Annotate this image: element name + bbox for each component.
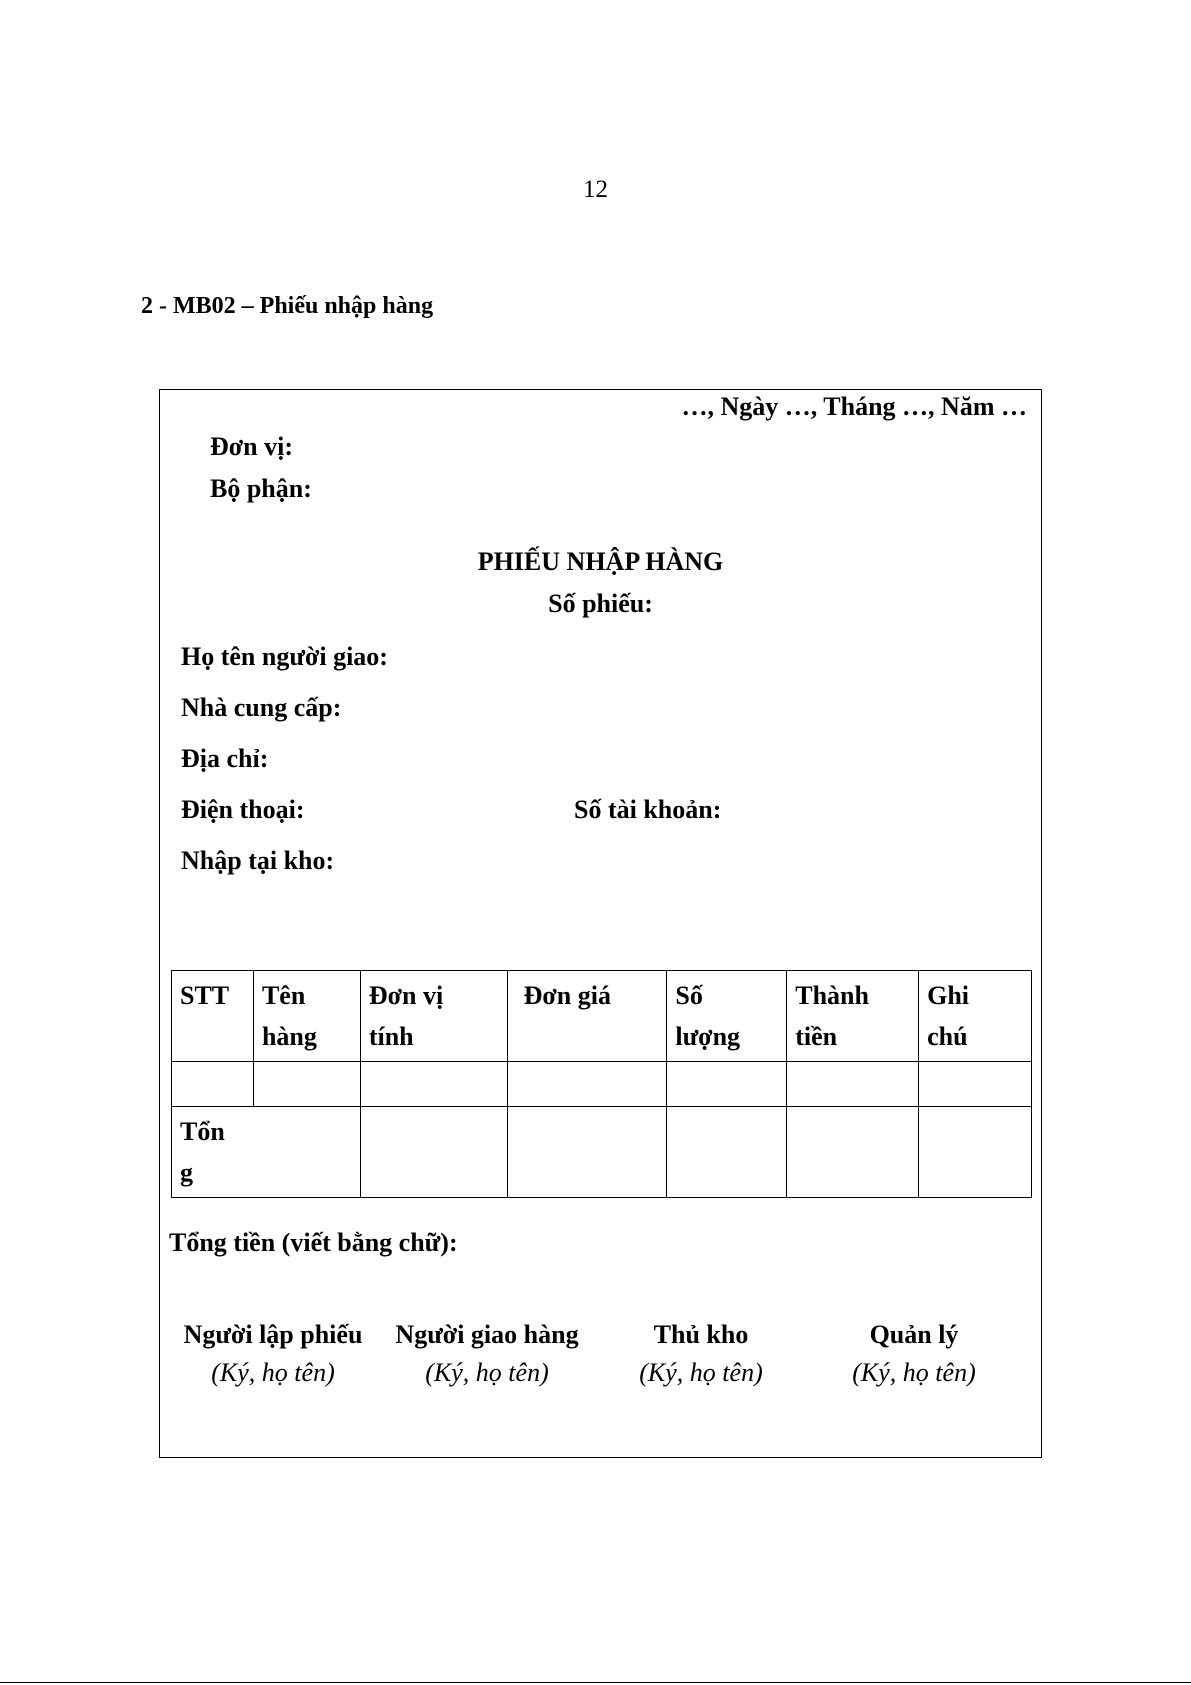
signature-manager xyxy=(809,1320,1019,1388)
signature-role: Người giao hàng xyxy=(395,1320,579,1349)
table-cell xyxy=(507,1062,667,1107)
signature-hint: (Ký, họ tên) xyxy=(639,1358,763,1387)
col-header-item-name: Tên hàng xyxy=(253,971,360,1062)
table-cell xyxy=(172,1062,254,1107)
table-cell xyxy=(919,1062,1032,1107)
date-line: …, Ngày …, Tháng …, Năm … xyxy=(681,392,1027,421)
table-cell xyxy=(667,1107,787,1198)
table-total-row xyxy=(172,1107,1032,1198)
total-label-cell: Tổn g xyxy=(172,1107,361,1198)
receipt-form xyxy=(159,389,1042,1458)
department-label: Bộ phận: xyxy=(210,474,312,503)
signature-hint: (Ký, họ tên) xyxy=(211,1358,335,1387)
table-row xyxy=(172,1062,1032,1107)
signature-hint: (Ký, họ tên) xyxy=(425,1358,549,1387)
col-header-note: Ghi chú xyxy=(919,971,1032,1062)
footer-divider xyxy=(0,1682,1191,1683)
signature-storekeeper xyxy=(596,1320,806,1388)
signature-deliverer xyxy=(382,1320,592,1388)
col-header-amount: Thành tiền xyxy=(787,971,919,1062)
signature-role: Quản lý xyxy=(869,1320,959,1349)
table-cell xyxy=(787,1062,919,1107)
table-cell xyxy=(360,1062,507,1107)
address-label: Địa chỉ: xyxy=(181,744,269,773)
deliverer-name-label: Họ tên người giao: xyxy=(181,642,388,671)
table-cell xyxy=(253,1062,360,1107)
table-cell xyxy=(507,1107,667,1198)
total-in-words-label: Tổng tiền (viết bằng chữ): xyxy=(169,1228,458,1257)
signature-hint: (Ký, họ tên) xyxy=(852,1358,976,1387)
col-header-stt: STT xyxy=(172,971,254,1062)
warehouse-label: Nhập tại kho: xyxy=(181,846,335,875)
col-header-unit-price: Đơn giá xyxy=(507,971,667,1062)
signature-preparer xyxy=(168,1320,378,1388)
col-header-unit: Đơn vị tính xyxy=(360,971,507,1062)
phone-label: Điện thoại: xyxy=(181,795,305,824)
receipt-number-label: Số phiếu: xyxy=(548,589,653,618)
signature-role: Thủ kho xyxy=(653,1320,749,1349)
unit-label: Đơn vị: xyxy=(210,432,294,461)
form-title: PHIẾU NHẬP HÀNG xyxy=(477,547,724,576)
table-cell xyxy=(919,1107,1032,1198)
section-title: 2 - MB02 – Phiếu nhập hàng xyxy=(141,293,434,319)
table-header-row xyxy=(172,971,1032,1062)
account-number-label: Số tài khoản: xyxy=(574,795,722,824)
col-header-quantity: Số lượng xyxy=(667,971,787,1062)
signature-role: Người lập phiếu xyxy=(183,1320,363,1349)
table-cell xyxy=(667,1062,787,1107)
page-number: 12 xyxy=(583,176,608,203)
supplier-label: Nhà cung cấp: xyxy=(181,693,342,722)
table-cell xyxy=(360,1107,507,1198)
goods-table xyxy=(171,970,1032,1198)
table-cell xyxy=(787,1107,919,1198)
